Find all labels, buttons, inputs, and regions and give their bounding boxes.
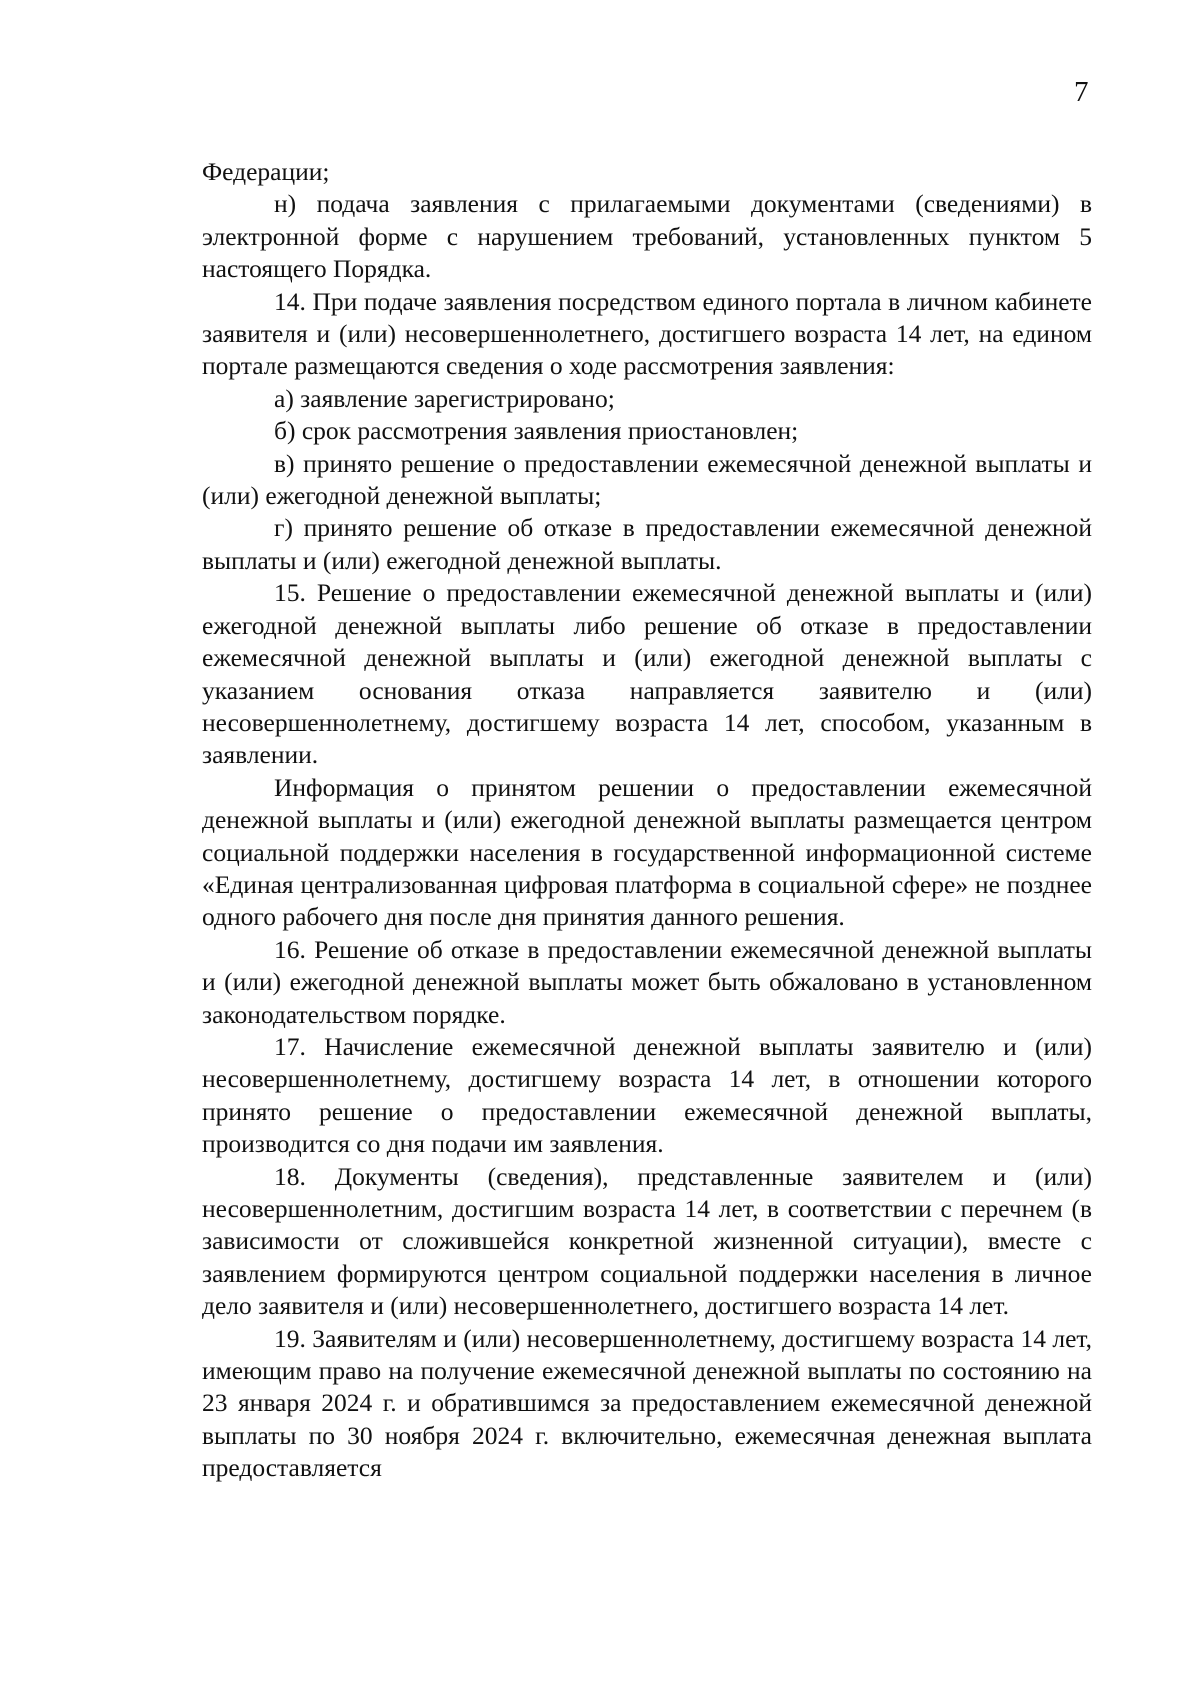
- paragraph: г) принято решение об отказе в предоставлении ежемесячной денежной выплаты и (или) ежегодной денежной выплаты.: [202, 513, 1092, 575]
- paragraph: 18. Документы (сведения), представленные заявителем и (или) несовершеннолетним, достигшим возраста 14 лет, в соответствии с перечнем (в зависимости от сложившейся конкретной жизненной ситуации), вместе с заявлением формируются центром социальной поддержки населения в личное дело заявителя и (или) несовершеннолетнего, достигшего возраста 14 лет.: [202, 1161, 1092, 1321]
- paragraph: в) принято решение о предоставлении ежемесячной денежной выплаты и (или) ежегодной денежной выплаты;: [202, 448, 1092, 511]
- paragraph: 15. Решение о предоставлении ежемесячной денежной выплаты и (или) ежегодной денежной выплаты либо решение об отказе в предоставлении ежемесячной денежной выплаты и (или) ежегодной денежной выплаты с указанием основания отказа направляется заявителю и (или) несовершеннолетнему, достигшему возраста 14 лет, способом, указанным в заявлении.: [202, 578, 1092, 770]
- paragraph: 14. При подаче заявления посредством единого портала в личном кабинете заявителя и (или) несовершеннолетнего, достигшего возраста 14 лет, на едином портале размещаются сведения о ходе рассмотрения заявления:: [202, 286, 1092, 381]
- paragraph: а) заявление зарегистрировано;: [274, 383, 615, 413]
- paragraph: 16. Решение об отказе в предоставлении ежемесячной денежной выплаты и (или) ежегодной денежной выплаты может быть обжаловано в установленном законодательством порядке.: [202, 934, 1092, 1029]
- paragraph: 19. Заявителям и (или) несовершеннолетнему, достигшему возраста 14 лет, имеющим право на получение ежемесячной денежной выплаты по состоянию на 23 января 2024 г. и обратившимся за предоставлением ежемесячной денежной выплаты по 30 ноября 2024 г. включительно, ежемесячная денежная выплата предоставляется: [202, 1323, 1092, 1483]
- paragraph: б) срок рассмотрения заявления приостановлен;: [274, 416, 799, 446]
- paragraph: Федерации;: [202, 157, 330, 186]
- page-number: 7: [1074, 76, 1089, 108]
- paragraph: н) подача заявления с прилагаемыми документами (сведениями) в электронной форме с нарушением требований, установленных пунктом 5 настоящего Порядка.: [202, 189, 1092, 284]
- paragraph: Информация о принятом решении о предоставлении ежемесячной денежной выплаты и (или) ежегодной денежной выплаты размещается центром социальной поддержки населения в государственной информационной системе «Единая централизованная цифровая платформа в социальной сфере» не позднее одного рабочего дня после дня принятия данного решения.: [202, 772, 1092, 932]
- paragraph: 17. Начисление ежемесячной денежной выплаты заявителю и (или) несовершеннолетнему, достигшему возраста 14 лет, в отношении которого принято решение о предоставлении ежемесячной денежной выплаты, производится со дня подачи им заявления.: [202, 1031, 1092, 1159]
- document-body: [202, 156, 1092, 1485]
